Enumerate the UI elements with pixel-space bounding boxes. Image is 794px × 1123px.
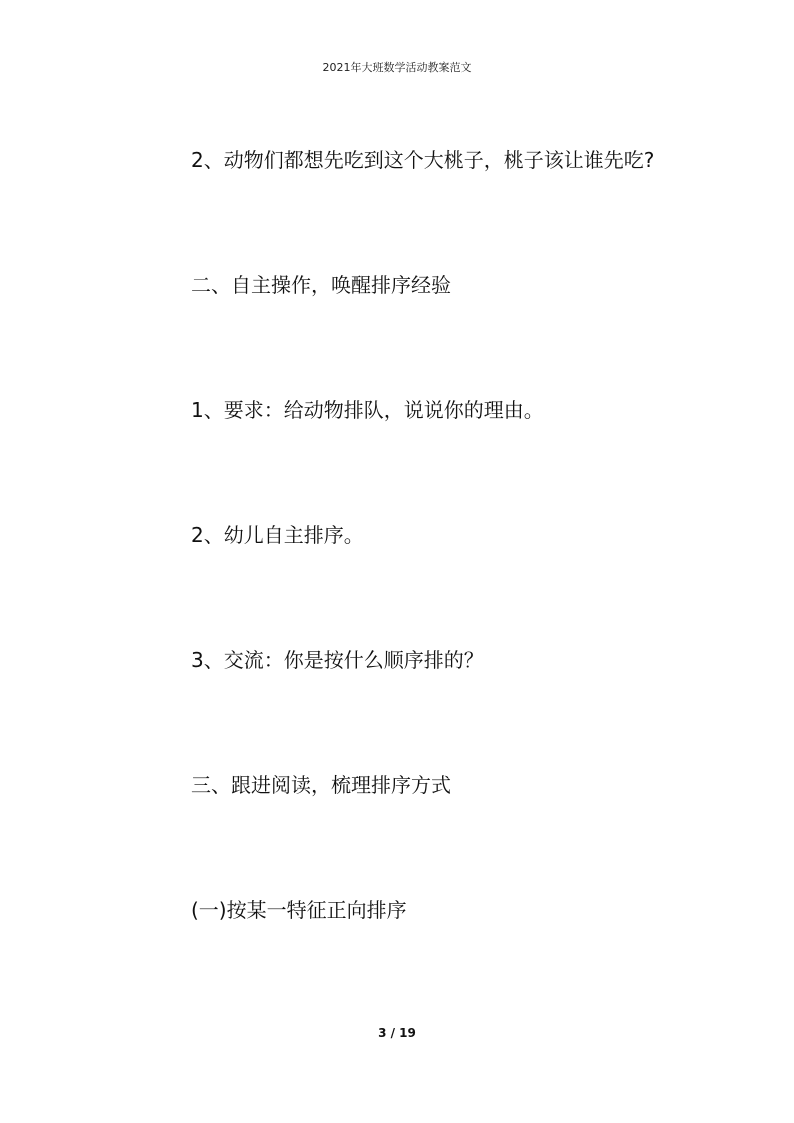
sub-heading-1: (一)按某一特征正向排序: [191, 898, 407, 922]
paragraph-1: 2、动物们都想先吃到这个大桃子，桃子该让谁先吃?: [191, 148, 655, 172]
paragraph-2: 1、要求：给动物排队，说说你的理由。: [191, 398, 544, 422]
section-heading-2: 二、自主操作，唤醒排序经验: [191, 273, 451, 297]
page-number: 3 / 19: [378, 1026, 416, 1040]
section-heading-3: 三、跟进阅读，梳理排序方式: [191, 773, 451, 797]
page-header: 2021年大班数学活动教案范文: [322, 61, 472, 74]
paragraph-4: 3、交流：你是按什么顺序排的？: [191, 648, 484, 672]
paragraph-3: 2、幼儿自主排序。: [191, 523, 364, 547]
